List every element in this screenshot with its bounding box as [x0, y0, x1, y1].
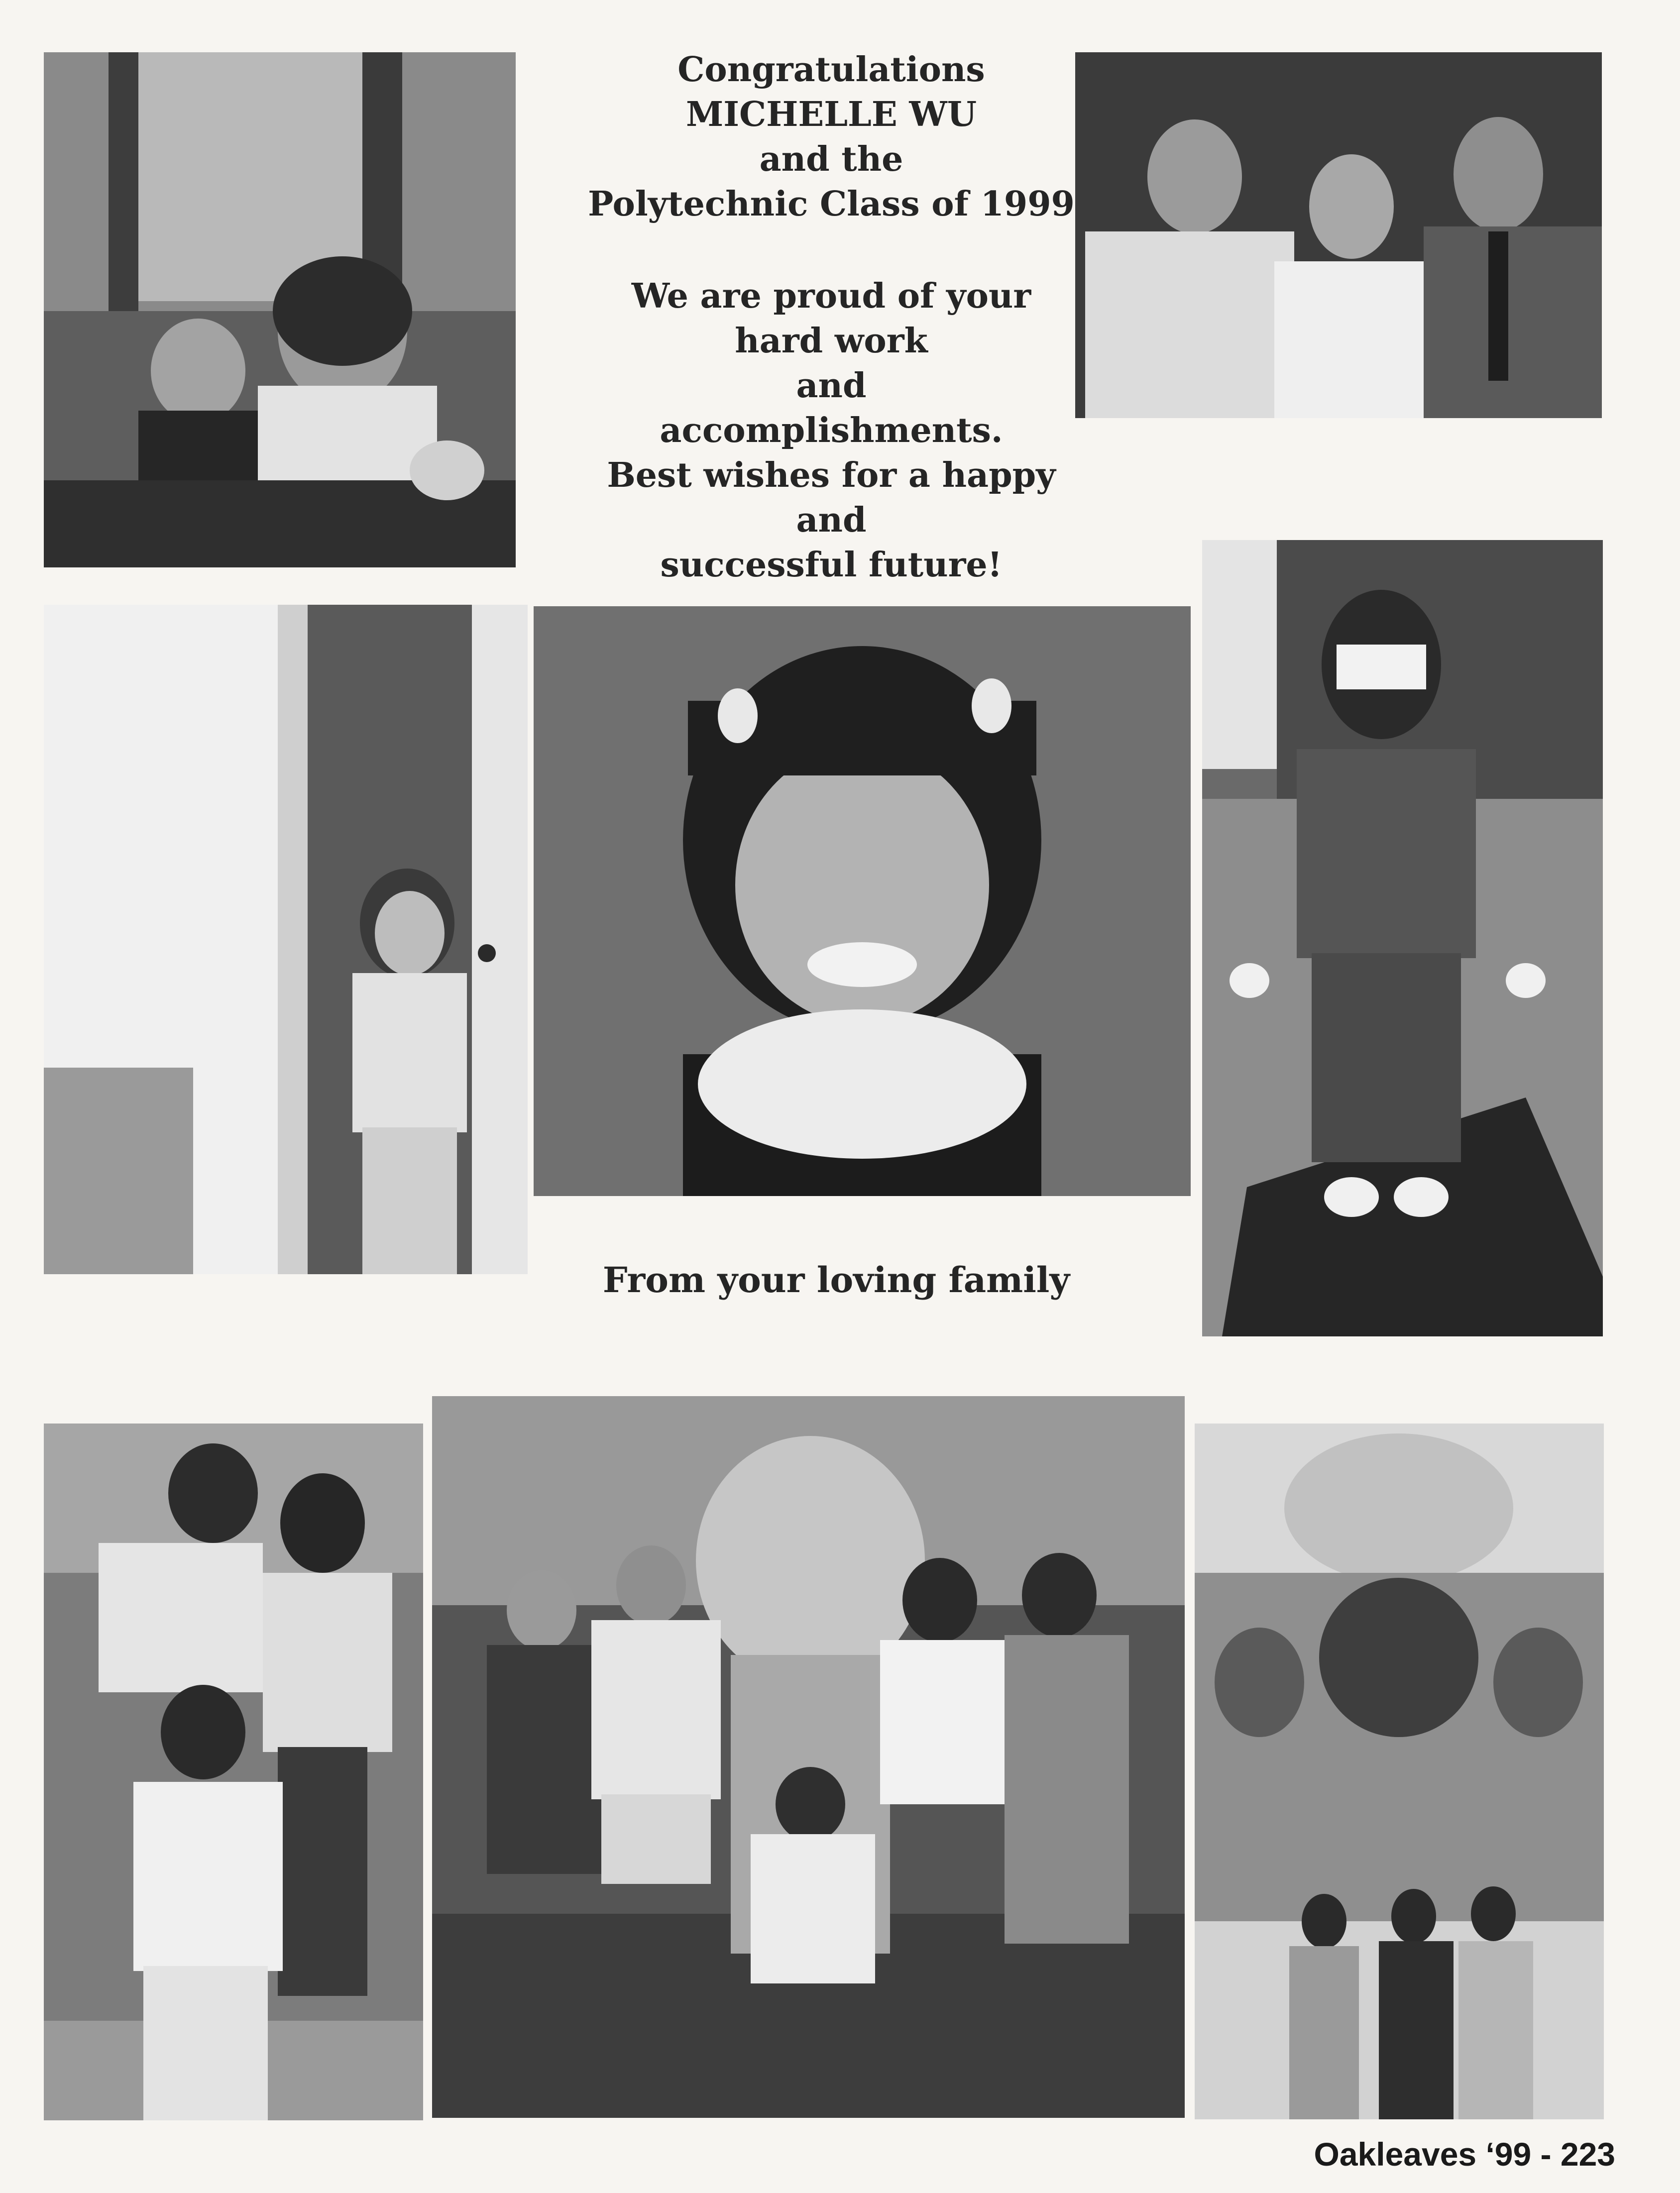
message-line: We are proud of your [631, 276, 1031, 316]
photo-three-women-at-basilica-image [1195, 1424, 1604, 2119]
congratulations-message [518, 47, 1145, 587]
photo-three-girls-image [44, 1424, 423, 2120]
photo-family-with-lion-statue [432, 1396, 1185, 2118]
message-line: hard work [735, 321, 928, 361]
closing-signature: From your loving family [602, 1259, 1070, 1301]
photo-child-in-doorway-image [44, 605, 528, 1274]
message-line: successful future! [660, 545, 1003, 585]
photo-child-in-snowsuit-image [1202, 540, 1603, 1336]
message-line: Congratulations [677, 50, 985, 90]
photo-grandmother-with-toddler-image [44, 52, 516, 567]
photo-girl-portrait-image [534, 606, 1191, 1196]
message-line: and the [759, 139, 903, 179]
message-line: Best wishes for a happy [607, 455, 1056, 495]
photo-family-trio [1075, 52, 1602, 418]
photo-family-trio-image [1075, 52, 1602, 418]
photo-three-girls [44, 1424, 423, 2120]
photo-family-with-lion-statue-image [432, 1396, 1185, 2118]
photo-grandmother-with-toddler [44, 52, 516, 567]
photo-girl-portrait [534, 606, 1191, 1196]
message-line: and [796, 366, 867, 406]
message-line: and [796, 500, 867, 540]
photo-child-in-snowsuit [1202, 540, 1603, 1336]
message-spacer [518, 226, 1145, 274]
message-line: Polytechnic Class of 1999 [588, 184, 1075, 224]
page-folio: Oakleaves ‘99 - 223 [1314, 2136, 1615, 2173]
photo-three-women-at-basilica [1195, 1424, 1604, 2119]
message-line: MICHELLE WU [685, 95, 977, 134]
photo-child-in-doorway [44, 605, 528, 1274]
message-line: accomplishments. [660, 411, 1003, 450]
